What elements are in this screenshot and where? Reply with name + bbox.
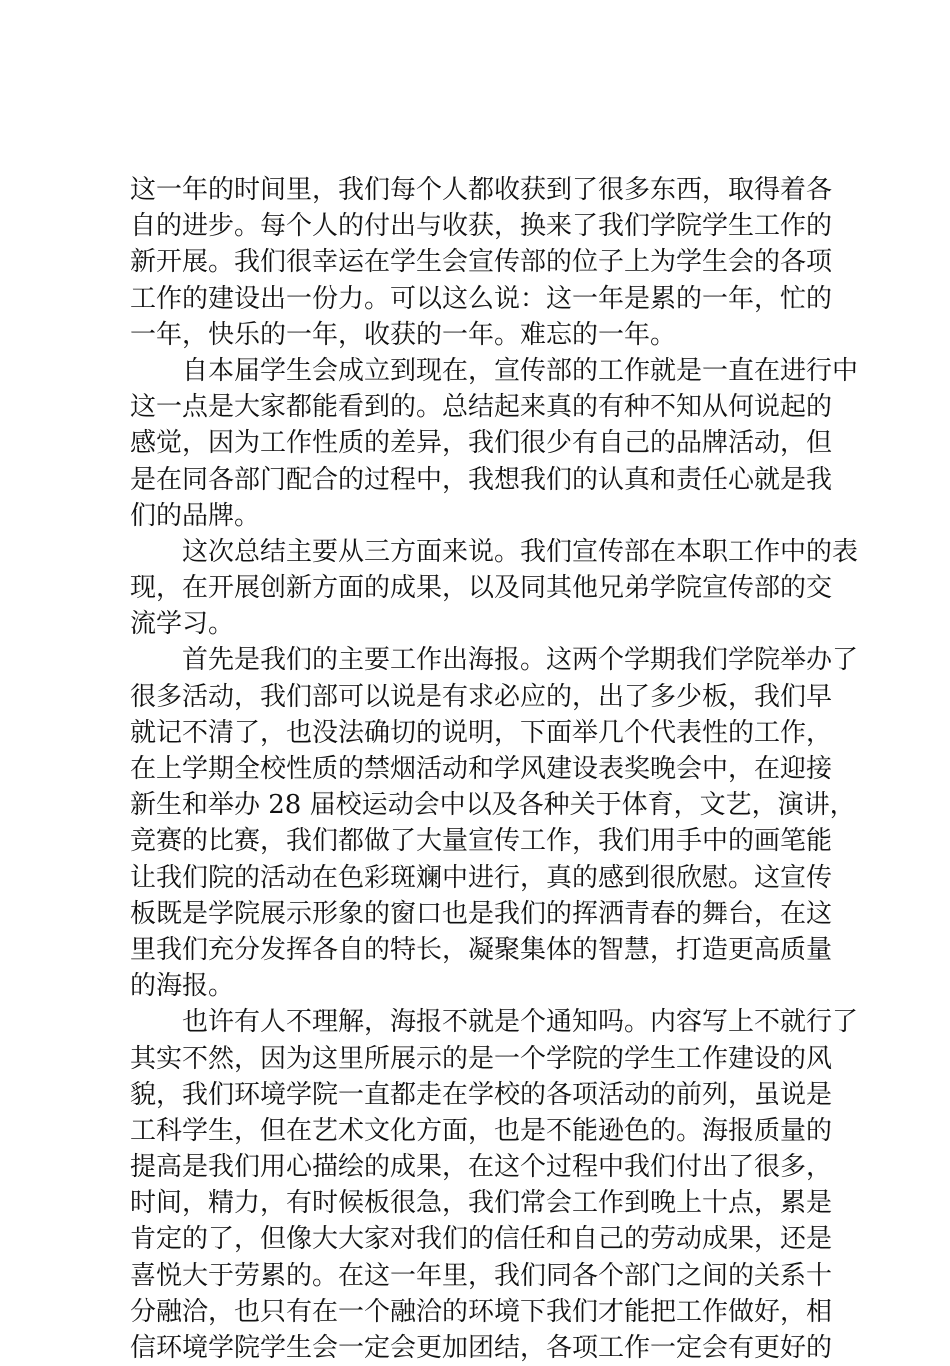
- text-line: 让我们院的活动在色彩斑斓中进行，真的感到很欣慰。这宣传: [130, 862, 833, 893]
- text-line: 其实不然，因为这里所展示的是一个学院的学生工作建设的风: [130, 1043, 833, 1074]
- text-line: 肯定的了，但像大大家对我们的信任和自己的劳动成果，还是: [130, 1224, 833, 1255]
- text-line: 提高是我们用心描绘的成果，在这个过程中我们付出了很多，: [130, 1152, 833, 1183]
- text-line: 新开展。我们很幸运在学生会宣传部的位子上为学生会的各项: [130, 247, 833, 278]
- text-line: 在上学期全校性质的禁烟活动和学风建设表奖晚会中，在迎接: [130, 754, 833, 784]
- text-line: 新生和举办 28 届校运动会中以及各种关于体育，文艺，演讲，: [130, 790, 856, 821]
- text-line: 一年，快乐的一年，收获的一年。难忘的一年。: [130, 319, 677, 350]
- text-line: 竞赛的比赛，我们都做了大量宣传工作，我们用手中的画笔能: [130, 826, 833, 857]
- text-line: 首先是我们的主要工作出海报。这两个学期我们学院举办了: [182, 645, 859, 676]
- text-line: 流学习。: [130, 609, 235, 640]
- document-body: [130, 172, 859, 1366]
- text-line: 的海报。: [130, 971, 235, 1002]
- text-line: 很多活动，我们部可以说是有求必应的，出了多少板，我们早: [130, 681, 833, 712]
- text-line: 就记不清了，也没法确切的说明，下面举几个代表性的工作，: [130, 717, 833, 748]
- text-line: 信环境学院学生会一定会更加团结，各项工作一定会有更好的: [130, 1333, 833, 1363]
- text-line: 里我们充分发挥各自的特长，凝聚集体的智慧，打造更高质量: [130, 934, 833, 965]
- text-line: 分融洽，也只有在一个融洽的环境下我们才能把工作做好，相: [130, 1296, 833, 1327]
- text-line: 现，在开展创新方面的成果，以及同其他兄弟学院宣传部的交: [130, 573, 833, 604]
- text-line: 感觉，因为工作性质的差异，我们很少有自己的品牌活动，但: [130, 428, 833, 459]
- text-line: 工科学生，但在艺术文化方面，也是不能逊色的。海报质量的: [130, 1115, 833, 1146]
- text-line: 这一点是大家都能看到的。总结起来真的有种不知从何说起的: [130, 392, 833, 423]
- text-line: 板既是学院展示形象的窗口也是我们的挥洒青春的舞台，在这: [130, 898, 833, 929]
- text-line: 自的进步。每个人的付出与收获，换来了我们学院学生工作的: [130, 211, 833, 242]
- text-line: 这一年的时间里，我们每个人都收获到了很多东西，取得着各: [130, 175, 833, 205]
- text-line: 时间，精力，有时候板很急，我们常会工作到晚上十点，累是: [130, 1188, 833, 1219]
- text-line: 喜悦大于劳累的。在这一年里，我们同各个部门之间的关系十: [130, 1260, 833, 1291]
- text-line: 这次总结主要从三方面来说。我们宣传部在本职工作中的表: [182, 536, 859, 567]
- text-line: 自本届学生会成立到现在，宣传部的工作就是一直在进行中: [182, 355, 859, 386]
- text-line: 貌，我们环境学院一直都走在学校的各项活动的前列，虽说是: [130, 1079, 833, 1110]
- text-line: 们的品牌。: [130, 500, 261, 531]
- text-line: 是在同各部门配合的过程中，我想我们的认真和责任心就是我: [130, 464, 833, 495]
- text-line: 也许有人不理解，海报不就是个通知吗。内容写上不就行了: [182, 1007, 859, 1038]
- text-line: 工作的建设出一份力。可以这么说：这一年是累的一年，忙的: [130, 283, 833, 314]
